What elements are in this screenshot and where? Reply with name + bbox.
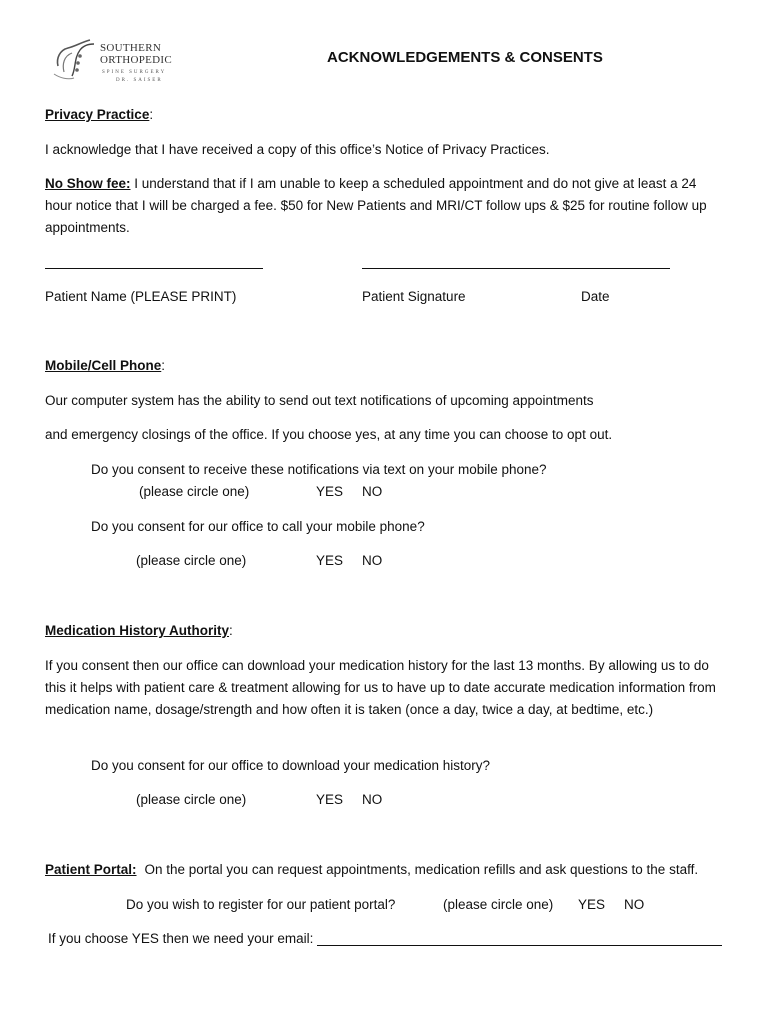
portal-heading-text: Patient Portal:: [45, 862, 137, 877]
privacy-section-heading: [45, 107, 153, 123]
portal-yes-option[interactable]: YES: [578, 897, 606, 912]
circle-one-label-3: (please circle one): [136, 792, 247, 807]
patient-signature-line[interactable]: [362, 268, 670, 269]
call-consent-no-option[interactable]: NO: [362, 553, 383, 568]
text-consent-no-option[interactable]: NO: [362, 484, 383, 499]
medication-section-heading: [45, 623, 233, 639]
patient-name-label: Patient Name (PLEASE PRINT): [45, 289, 237, 304]
circle-one-label-4: (please circle one): [443, 897, 554, 912]
medication-consent-yes-option[interactable]: YES: [316, 792, 344, 807]
medication-consent-question: Do you consent for our office to download your medication history?: [91, 758, 490, 773]
practice-logo: [50, 36, 180, 86]
logo-line-spine-surgery: SPINE SURGERY: [102, 70, 167, 75]
date-label: Date: [581, 289, 610, 304]
portal-register-question: Do you wish to register for our patient portal?: [126, 897, 396, 912]
mobile-heading-colon: :: [161, 358, 166, 373]
medication-heading-text: Medication History Authority: [45, 623, 230, 638]
no-show-fee-paragraph: [45, 173, 725, 239]
logo-line-southern: SOUTHERN: [100, 42, 162, 54]
page-title: ACKNOWLEDGEMENTS & CONSENTS: [327, 49, 603, 66]
call-consent-yes-option[interactable]: YES: [316, 553, 344, 568]
medication-consent-no-option[interactable]: NO: [362, 792, 383, 807]
email-label: If you choose YES then we need your email:: [48, 931, 314, 946]
medication-paragraph: If you consent then our office can download your medication history for the last 13 months. By allowing us to do this it helps with patient care & treatment allowing for us to have up to date accurate medication information from medication name, dosage/strength and how often it is taken (once a day, twice a day, at bedtime, etc.): [45, 658, 716, 717]
text-consent-yes-option[interactable]: YES: [316, 484, 344, 499]
mobile-section-heading: [45, 358, 165, 374]
portal-no-option[interactable]: NO: [624, 897, 645, 912]
circle-one-label-2: (please circle one): [136, 553, 247, 568]
no-show-fee-text: I understand that if I am unable to keep a scheduled appointment and do not give at least a 24 hour notice that I will be charged a fee. $50 for New Patients and MRI/CT follow ups & $25 for routine follow up appointments.: [45, 176, 707, 235]
logo-line-orthopedic: ORTHOPEDIC: [100, 54, 173, 66]
privacy-heading-colon: :: [149, 107, 154, 122]
portal-description-text: On the portal you can request appointments, medication refills and ask questions to the staff.: [144, 862, 699, 877]
spine-logo-icon: [50, 36, 102, 82]
portal-section: [45, 862, 698, 878]
text-notification-question: Do you consent to receive these notifications via text on your mobile phone?: [91, 462, 547, 477]
privacy-acknowledgement-text: I acknowledge that I have received a copy of this office’s Notice of Privacy Practices.: [45, 142, 550, 157]
logo-line-doctor: DR. SAISER: [116, 78, 163, 83]
mobile-heading-text: Mobile/Cell Phone: [45, 358, 162, 373]
circle-one-label-1: (please circle one): [139, 484, 250, 499]
no-show-fee-label: No Show fee:: [45, 176, 131, 191]
medication-heading-colon: :: [229, 623, 233, 638]
call-consent-question: Do you consent for our office to call your mobile phone?: [91, 519, 425, 534]
mobile-text-line-1: Our computer system has the ability to send out text notifications of upcoming appointments: [45, 393, 594, 408]
privacy-heading-text: Privacy Practice: [45, 107, 150, 122]
patient-signature-label: Patient Signature: [362, 289, 466, 304]
patient-name-line[interactable]: [45, 268, 263, 269]
mobile-text-line-2: and emergency closings of the office. If you choose yes, at any time you can choose to opt out.: [45, 427, 613, 442]
email-entry-line[interactable]: [317, 945, 722, 946]
